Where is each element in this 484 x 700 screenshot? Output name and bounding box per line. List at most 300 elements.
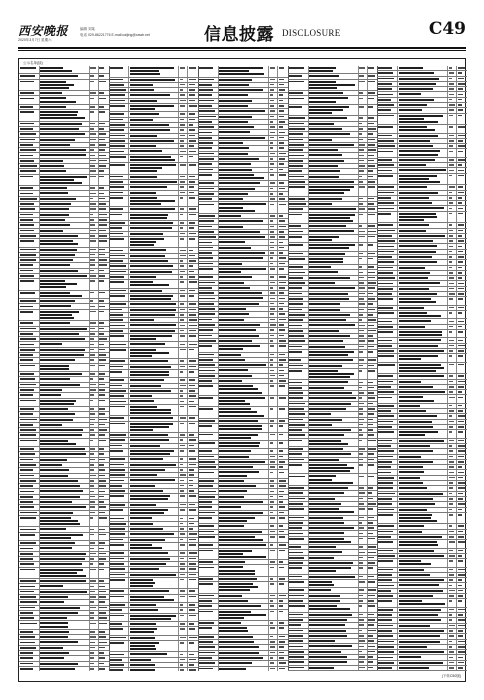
type-cell	[449, 364, 454, 366]
result-cell	[189, 135, 195, 137]
name-cell	[219, 471, 259, 473]
name-cell	[309, 397, 356, 399]
name-cell	[219, 116, 252, 118]
id-cell	[289, 661, 304, 663]
table-row	[19, 667, 109, 671]
id-cell	[199, 252, 212, 254]
name-cell	[309, 309, 340, 311]
name-cell	[130, 214, 168, 216]
id-cell	[289, 605, 305, 607]
type-cell	[180, 669, 184, 671]
id-cell	[110, 303, 126, 305]
type-cell	[90, 475, 95, 477]
type-cell	[90, 607, 96, 609]
type-cell	[270, 525, 275, 527]
name-cell	[219, 247, 251, 249]
result-cell	[99, 563, 104, 565]
result-cell	[99, 424, 105, 426]
table-row	[288, 80, 378, 92]
id-cell	[20, 322, 33, 324]
name-cell	[399, 104, 427, 106]
result-cell	[368, 397, 375, 399]
name-cell	[130, 474, 157, 476]
id-cell	[289, 303, 303, 305]
name-cell	[130, 509, 168, 511]
id-cell	[20, 413, 33, 415]
result-cell	[189, 406, 196, 408]
name-cell	[309, 381, 348, 383]
id-cell	[378, 170, 392, 172]
result-cell	[99, 214, 106, 216]
name-cell	[309, 266, 331, 268]
result-cell	[368, 651, 375, 653]
type-cell	[359, 165, 365, 167]
type-cell	[90, 155, 94, 157]
id-cell	[110, 485, 123, 487]
page-number: C49	[428, 19, 466, 39]
table-row	[109, 196, 199, 208]
name-cell	[309, 475, 336, 477]
type-cell	[359, 133, 362, 135]
result-cell	[279, 595, 286, 597]
table-caption: 公示名单(续)	[23, 61, 43, 65]
type-cell	[449, 224, 452, 226]
id-cell	[378, 364, 394, 366]
name-cell	[399, 256, 433, 258]
table-row	[109, 213, 199, 221]
name-cell	[40, 338, 85, 340]
id-cell	[378, 78, 393, 80]
result-cell	[99, 203, 106, 205]
type-cell	[180, 485, 184, 487]
name-cell	[219, 525, 244, 527]
id-cell	[20, 586, 35, 588]
result-cell	[458, 487, 465, 489]
id-cell	[20, 123, 34, 125]
name-cell	[130, 108, 155, 110]
type-cell	[449, 321, 454, 323]
name-cell	[309, 128, 342, 130]
table-row	[377, 513, 467, 525]
name-cell	[399, 550, 434, 552]
id-cell	[20, 563, 34, 565]
name-cell	[130, 390, 171, 392]
type-cell	[449, 595, 454, 597]
result-cell	[279, 236, 286, 238]
name-cell	[130, 119, 154, 121]
name-cell	[399, 288, 430, 290]
type-cell	[90, 591, 95, 593]
name-cell	[309, 600, 340, 602]
name-cell	[219, 215, 240, 217]
type-cell	[270, 442, 274, 444]
id-cell	[20, 75, 35, 77]
name-cell	[309, 359, 353, 361]
result-cell	[458, 585, 463, 587]
result-cell	[279, 652, 284, 654]
type-cell	[359, 459, 363, 461]
type-cell	[90, 344, 93, 346]
type-cell	[449, 445, 453, 447]
result-cell	[368, 517, 374, 519]
name-cell	[130, 469, 165, 471]
type-cell	[359, 503, 364, 505]
type-cell	[359, 552, 364, 554]
result-cell	[99, 219, 107, 221]
id-cell	[20, 378, 35, 380]
id-cell	[199, 496, 215, 498]
result-cell	[189, 552, 197, 554]
name-cell	[219, 490, 247, 492]
id-cell	[20, 424, 33, 426]
result-cell	[279, 220, 285, 222]
id-cell	[378, 235, 391, 237]
name-cell	[130, 366, 171, 368]
result-cell	[279, 583, 284, 585]
id-cell	[378, 536, 391, 538]
id-cell	[199, 380, 212, 382]
result-cell	[279, 536, 286, 538]
id-cell	[378, 355, 394, 357]
table-row	[377, 395, 467, 403]
name-cell	[219, 287, 250, 289]
result-cell	[279, 420, 285, 422]
result-cell	[99, 373, 105, 375]
result-cell	[458, 450, 466, 452]
type-cell	[270, 79, 275, 81]
result-cell	[279, 345, 287, 347]
id-cell	[20, 501, 33, 503]
id-cell	[199, 641, 213, 643]
name-cell	[40, 668, 75, 670]
name-cell	[40, 641, 78, 643]
name-cell	[40, 528, 66, 530]
name-cell	[130, 94, 170, 96]
result-cell	[279, 105, 285, 107]
name-cell	[309, 661, 347, 663]
name-cell	[309, 277, 350, 279]
name-cell	[219, 263, 242, 265]
result-cell	[99, 586, 105, 588]
id-cell	[289, 667, 305, 669]
result-cell	[279, 100, 284, 102]
result-cell	[189, 659, 196, 661]
table-row	[198, 384, 288, 396]
result-cell	[189, 539, 196, 541]
table-row	[19, 80, 109, 92]
result-cell	[279, 375, 285, 377]
result-cell	[99, 657, 105, 659]
result-cell	[458, 466, 463, 468]
id-cell	[20, 349, 35, 351]
id-cell	[199, 550, 213, 552]
type-cell	[449, 175, 453, 177]
name-cell	[40, 317, 74, 319]
result-cell	[279, 646, 284, 648]
result-cell	[189, 119, 195, 121]
id-cell	[20, 569, 35, 571]
result-cell	[189, 623, 194, 625]
id-cell	[20, 419, 37, 421]
type-cell	[359, 186, 364, 188]
name-cell	[309, 261, 343, 263]
name-cell	[309, 424, 332, 426]
result-cell	[458, 251, 463, 253]
name-cell	[130, 579, 153, 581]
table-row	[109, 334, 199, 342]
result-cell	[368, 476, 374, 478]
type-cell	[90, 434, 95, 436]
type-cell	[449, 541, 455, 543]
id-cell	[110, 558, 124, 560]
type-cell	[359, 160, 364, 162]
id-cell	[199, 622, 214, 624]
name-cell	[219, 561, 244, 563]
type-cell	[359, 293, 364, 295]
result-cell	[99, 133, 106, 135]
result-cell	[99, 208, 106, 210]
name-cell	[219, 466, 252, 468]
name-cell	[309, 429, 351, 431]
name-cell	[130, 385, 161, 387]
table-row	[377, 212, 467, 224]
id-cell	[378, 115, 394, 117]
id-cell	[20, 254, 36, 256]
name-cell	[309, 154, 342, 156]
type-cell	[90, 111, 94, 113]
result-cell	[99, 328, 104, 330]
name-cell	[219, 73, 263, 75]
id-cell	[378, 312, 394, 314]
type-cell	[180, 79, 183, 81]
id-cell	[110, 100, 125, 102]
id-cell	[199, 636, 213, 638]
id-cell	[199, 578, 213, 580]
name-cell	[399, 175, 437, 177]
type-cell	[449, 246, 453, 248]
id-cell	[110, 124, 126, 126]
id-cell	[378, 477, 394, 479]
type-cell	[180, 458, 183, 460]
name-cell	[40, 154, 86, 156]
id-cell	[378, 426, 392, 428]
type-cell	[90, 149, 94, 151]
result-cell	[458, 126, 466, 128]
name-cell	[399, 307, 425, 309]
id-cell	[110, 79, 123, 81]
id-cell	[20, 170, 36, 172]
type-cell	[270, 472, 274, 474]
id-cell	[110, 469, 125, 471]
type-cell	[180, 563, 185, 565]
name-cell	[309, 203, 332, 205]
type-cell	[359, 576, 362, 578]
name-cell	[219, 153, 248, 155]
result-cell	[189, 89, 195, 91]
name-cell	[219, 271, 241, 273]
name-cell	[130, 156, 172, 158]
name-cell	[40, 547, 72, 549]
name-cell	[40, 631, 69, 633]
result-cell	[368, 325, 374, 327]
id-cell	[378, 94, 393, 96]
result-cell	[99, 596, 105, 598]
id-cell	[20, 365, 35, 367]
type-cell	[449, 579, 453, 581]
name-cell	[399, 315, 441, 317]
result-cell	[279, 84, 284, 86]
type-cell	[449, 585, 452, 587]
type-cell	[180, 214, 183, 216]
table-row	[288, 537, 378, 545]
name-cell	[309, 81, 336, 83]
result-cell	[368, 487, 373, 489]
name-cell	[219, 198, 242, 200]
name-cell	[399, 375, 444, 377]
name-cell	[40, 542, 75, 544]
id-cell	[20, 338, 36, 340]
id-cell	[20, 354, 33, 356]
result-cell	[368, 303, 373, 305]
result-cell	[99, 469, 104, 471]
type-cell	[270, 397, 274, 399]
result-cell	[279, 662, 287, 664]
type-cell	[180, 628, 185, 630]
result-cell	[279, 287, 286, 289]
name-cell	[399, 381, 421, 383]
name-cell	[40, 558, 85, 560]
type-cell	[90, 569, 96, 571]
result-cell	[458, 272, 462, 274]
id-cell	[289, 651, 304, 653]
id-cell	[20, 657, 33, 659]
type-cell	[270, 578, 273, 580]
name-cell	[309, 373, 354, 375]
name-cell	[219, 297, 263, 299]
result-cell	[189, 528, 194, 530]
id-cell	[110, 129, 124, 131]
type-cell	[449, 159, 454, 161]
name-cell	[130, 222, 174, 224]
id-cell	[289, 382, 302, 384]
type-cell	[359, 614, 362, 616]
name-cell	[219, 348, 243, 350]
name-cell	[399, 555, 445, 557]
table-row	[109, 449, 199, 457]
id-cell	[199, 215, 215, 217]
name-cell	[309, 448, 343, 450]
name-cell	[309, 419, 342, 421]
name-cell	[40, 394, 61, 396]
id-cell	[289, 133, 303, 135]
type-cell	[359, 419, 364, 421]
name-cell	[309, 562, 353, 564]
result-cell	[368, 186, 375, 188]
name-cell	[40, 636, 68, 638]
id-cell	[289, 600, 303, 602]
name-cell	[130, 490, 164, 492]
table-row	[19, 399, 109, 407]
type-cell	[90, 453, 94, 455]
type-cell	[90, 311, 96, 313]
type-cell	[180, 533, 185, 535]
result-cell	[279, 226, 286, 228]
type-cell	[180, 176, 185, 178]
name-cell	[130, 495, 170, 497]
name-cell	[219, 100, 252, 102]
name-cell	[130, 79, 175, 81]
result-cell	[458, 662, 464, 664]
type-cell	[270, 466, 275, 468]
id-cell	[289, 351, 302, 353]
name-cell	[40, 419, 73, 421]
id-cell	[378, 240, 395, 242]
result-cell	[458, 192, 465, 194]
type-cell	[90, 548, 94, 550]
id-cell	[20, 480, 36, 482]
section-title-english: DISCLOSURE	[282, 28, 341, 38]
result-cell	[189, 439, 196, 441]
name-cell	[219, 641, 254, 643]
type-cell	[359, 272, 363, 274]
id-cell	[199, 182, 214, 184]
type-cell	[359, 144, 364, 146]
id-cell	[378, 109, 391, 111]
type-cell	[270, 595, 276, 597]
result-cell	[189, 445, 194, 447]
result-cell	[189, 504, 195, 506]
id-cell	[289, 503, 303, 505]
name-cell	[399, 531, 422, 533]
name-cell	[219, 193, 248, 195]
name-cell	[399, 471, 424, 473]
table-row	[377, 354, 467, 362]
type-cell	[449, 646, 452, 648]
type-cell	[180, 335, 185, 337]
result-cell	[458, 213, 463, 215]
name-cell	[40, 617, 66, 619]
result-cell	[279, 611, 284, 613]
id-cell	[199, 100, 214, 102]
name-cell	[40, 92, 62, 94]
name-cell	[399, 487, 428, 489]
id-cell	[199, 132, 212, 134]
result-cell	[279, 298, 285, 300]
id-cell	[199, 236, 216, 238]
type-cell	[359, 667, 364, 669]
id-cell	[110, 654, 125, 656]
type-cell	[90, 235, 94, 237]
id-cell	[289, 522, 303, 524]
type-cell	[270, 158, 274, 160]
result-cell	[368, 576, 373, 578]
id-cell	[199, 485, 213, 487]
type-cell	[449, 421, 454, 423]
result-cell	[458, 307, 464, 309]
result-cell	[368, 198, 374, 200]
id-cell	[20, 453, 35, 455]
id-cell	[110, 260, 123, 262]
result-cell	[279, 466, 284, 468]
name-cell	[399, 178, 430, 180]
type-cell	[180, 423, 184, 425]
name-cell	[309, 293, 348, 295]
result-cell	[99, 359, 106, 361]
id-cell	[378, 164, 394, 166]
result-cell	[458, 197, 463, 199]
result-cell	[99, 378, 104, 380]
type-cell	[270, 611, 274, 613]
